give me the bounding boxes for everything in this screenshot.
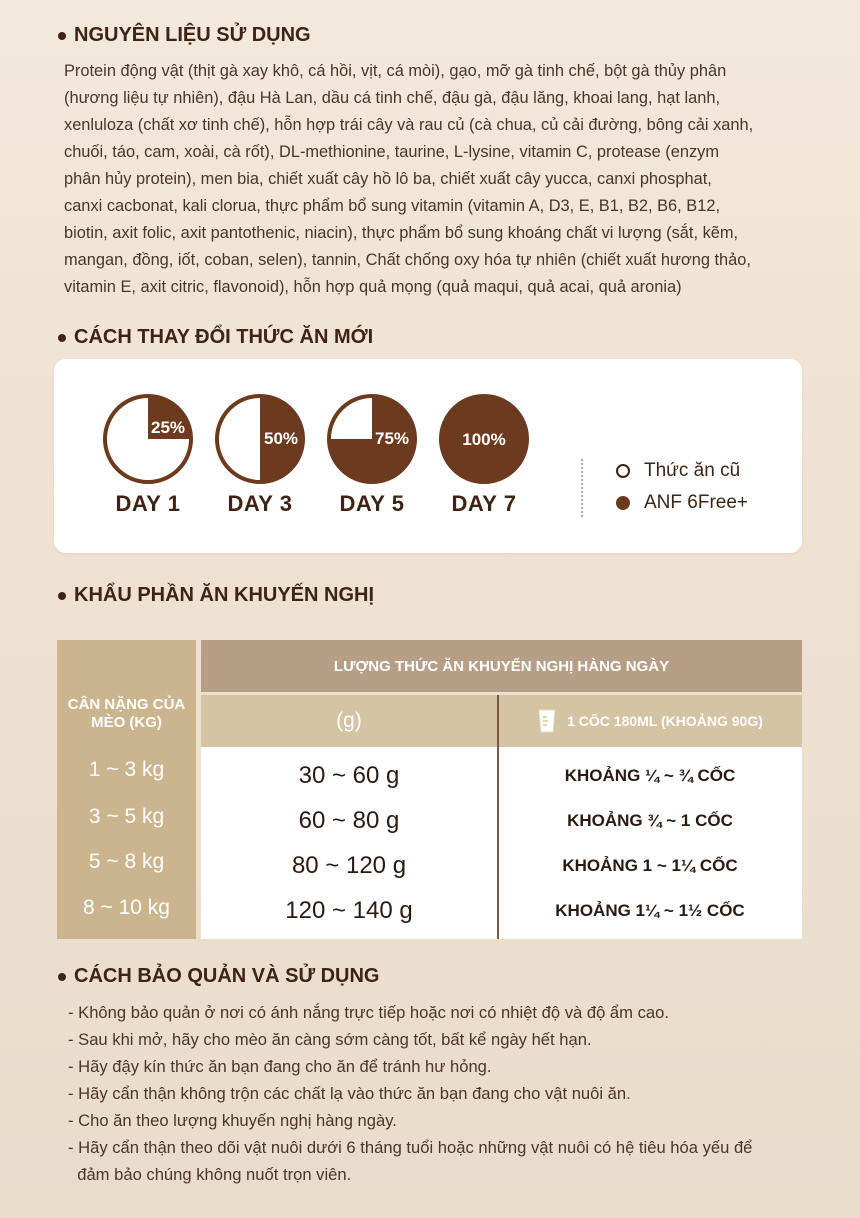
daily-amount-header: LƯỢNG THỨC ĂN KHUYẾN NGHỊ HÀNG NGÀY xyxy=(201,640,802,692)
day-label: DAY 1 xyxy=(115,491,181,516)
day-pie xyxy=(102,393,194,517)
ingredients-line: xenluloza (chất xơ tinh chế), hỗn hợp trái cây và rau củ (cà chua, củ cải đường, bông cải xanh, xyxy=(64,116,754,134)
storage-line: đảm bảo chúng không nuốt trọn viên. xyxy=(68,1165,352,1184)
measuring-cup-icon xyxy=(537,708,557,734)
pie-percent-label: 100% xyxy=(462,430,506,449)
grams-cell: 80 ~ 120 g xyxy=(291,852,407,879)
grams-header: (g) xyxy=(336,709,362,732)
ingredients-line: Protein động vật (thịt gà xay khô, cá hồi, vịt, cá mòi), gạo, mỡ gà tinh chế, bột gà thủy phân xyxy=(64,62,727,80)
day-pie xyxy=(214,393,306,517)
legend-new-label: ANF 6Free+ xyxy=(644,492,749,513)
ingredients-line: (hương liệu tự nhiên), đậu Hà Lan, dầu cá tinh chế, đậu gà, đậu lăng, khoai lang, hạt lanh, xyxy=(64,89,720,107)
bullet-icon xyxy=(58,973,66,981)
grams-cell: 30 ~ 60 g xyxy=(298,762,400,789)
ingredients-text xyxy=(64,58,824,301)
weight-header: CÂN NẶNG CỦA MÈO (KG) xyxy=(67,696,186,731)
bullet-icon xyxy=(58,32,66,40)
ingredients-line: canxi cacbonat, kali clorua, thực phẩm bổ sung vitamin (vitamin A, D3, E, B1, B2, B6, B12, xyxy=(64,197,720,215)
legend-old-label: Thức ăn cũ xyxy=(644,460,741,481)
day-label: DAY 5 xyxy=(339,491,405,516)
grams-cell: 60 ~ 80 g xyxy=(298,807,400,834)
ingredients-line: chuối, táo, cam, xoài, cà rốt), DL-methionine, taurine, L-lysine, vitamin C, protease (enzym xyxy=(64,143,719,161)
storage-line: - Hãy cẩn thận không trộn các chất lạ vào thức ăn bạn đang cho vật nuôi ăn. xyxy=(68,1084,631,1103)
grams-cell: 120 ~ 140 g xyxy=(285,897,413,924)
cup-header xyxy=(498,695,802,747)
cups-cell: KHOẢNG ¼ ~ ¾ CỐC xyxy=(564,766,736,785)
transition-title-text: CÁCH THAY ĐỔI THỨC ĂN MỚI xyxy=(74,326,374,348)
weight-cell: 1 ~ 3 kg xyxy=(88,758,165,781)
day-label: DAY 3 xyxy=(227,491,293,516)
bullet-icon xyxy=(58,592,66,600)
pie-chart-icon xyxy=(102,393,194,485)
legend-old xyxy=(616,455,748,487)
pie-percent-label: 25% xyxy=(150,418,186,437)
weight-cell: 5 ~ 8 kg xyxy=(88,850,165,873)
cups-cell: KHOẢNG ¾ ~ 1 CỐC xyxy=(567,811,733,830)
pie-percent-label: 75% xyxy=(374,429,410,448)
weight-cell: 3 ~ 5 kg xyxy=(88,805,165,828)
weight-column xyxy=(57,640,196,939)
cups-cell: KHOẢNG 1¼ ~ 1½ CỐC xyxy=(555,901,745,920)
ingredients-line: biotin, axit folic, axit pantothenic, niacin), thực phẩm bổ sung khoáng chất vi lượng (sắt, kẽm, xyxy=(64,224,739,242)
ingredients-title xyxy=(58,24,311,47)
transition-card xyxy=(54,359,802,553)
weight-cell: 8 ~ 10 kg xyxy=(83,896,170,919)
storage-line: - Hãy cẩn thận theo dõi vật nuôi dưới 6 tháng tuổi hoặc những vật nuôi có hệ tiêu hóa yếu để xyxy=(68,1138,753,1157)
storage-title xyxy=(58,965,380,988)
legend-new xyxy=(616,487,748,519)
pie-chart-icon xyxy=(326,393,418,485)
transition-title xyxy=(58,326,373,349)
storage-line: - Không bảo quản ở nơi có ánh nắng trực tiếp hoặc nơi có nhiệt độ và độ ẩm cao. xyxy=(68,1003,669,1022)
pie-chart-icon xyxy=(214,393,306,485)
pie-chart-icon xyxy=(438,393,530,485)
legend xyxy=(616,455,748,519)
ingredients-line: phân hủy protein), men bia, chiết xuất cây hồ lô ba, chiết xuất cây yucca, canxi phosphat, xyxy=(64,170,712,188)
pie-percent-label: 50% xyxy=(263,429,299,448)
storage-line: - Cho ăn theo lượng khuyến nghị hàng ngày. xyxy=(68,1111,397,1130)
divider xyxy=(581,459,583,517)
cup-header-label: 1 CỐC 180ML (KHOẢNG 90G) xyxy=(567,713,763,729)
storage-title-text: CÁCH BẢO QUẢN VÀ SỬ DỤNG xyxy=(74,965,380,987)
portion-title-text: KHẨU PHẦN ĂN KHUYẾN NGHỊ xyxy=(74,584,375,606)
storage-line: - Sau khi mở, hãy cho mèo ăn càng sớm càng tốt, bất kể ngày hết hạn. xyxy=(68,1030,592,1049)
bullet-icon xyxy=(58,334,66,342)
ingredients-line: vitamin E, axit citric, flavonoid), hỗn hợp quả mọng (quả maqui, quả acai, quả aronia) xyxy=(64,278,682,296)
storage-list xyxy=(68,999,813,1188)
circle-filled-icon xyxy=(616,496,630,510)
storage-line: - Hãy đậy kín thức ăn bạn đang cho ăn để tránh hư hỏng. xyxy=(68,1057,492,1076)
ingredients-line: mangan, đồng, iốt, coban, selen), tannin, Chất chống oxy hóa tự nhiên (chiết xuất hương thảo, xyxy=(64,251,751,269)
ingredients-title-text: NGUYÊN LIỆU SỬ DỤNG xyxy=(74,24,311,46)
sub-header xyxy=(201,695,802,747)
portion-table xyxy=(57,640,802,939)
portion-title xyxy=(58,584,374,607)
day-label: DAY 7 xyxy=(451,491,517,516)
circle-outline-icon xyxy=(616,464,630,478)
day-pie xyxy=(438,393,530,517)
day-pie xyxy=(326,393,418,517)
cups-cell: KHOẢNG 1 ~ 1¼ CỐC xyxy=(562,856,738,875)
